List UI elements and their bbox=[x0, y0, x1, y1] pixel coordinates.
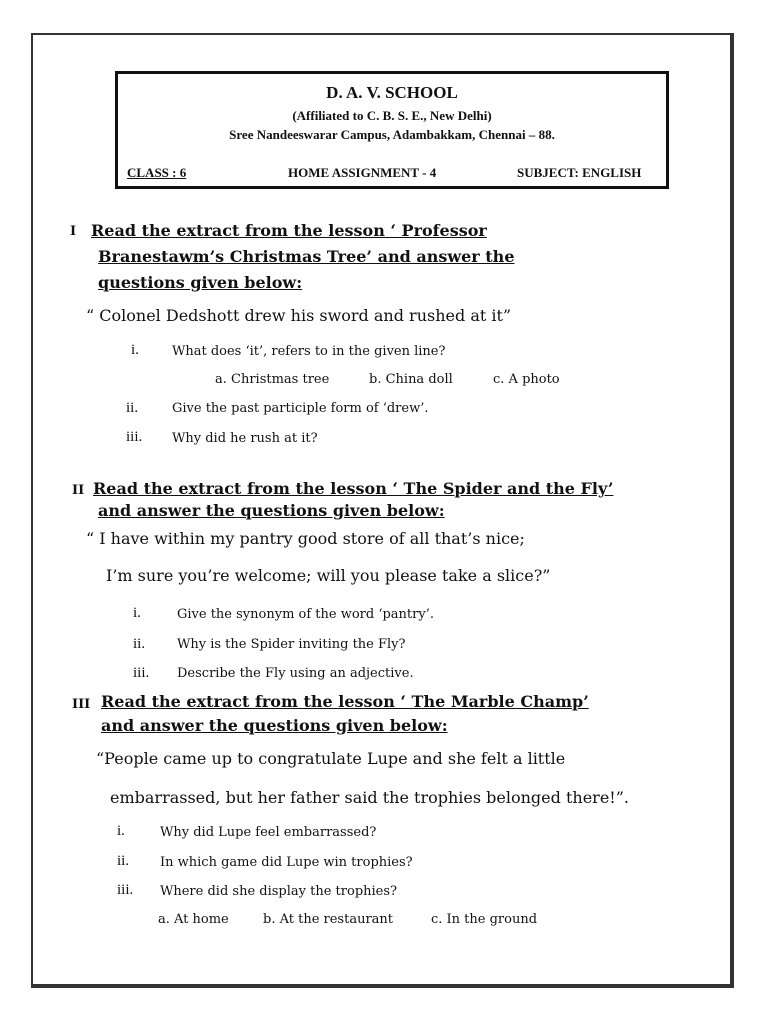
s3-option-b: b. At the restaurant bbox=[263, 912, 394, 927]
s3-q3-text: Where did she display the trophies? bbox=[160, 884, 398, 899]
school-header bbox=[115, 71, 669, 189]
s1-q3-number: iii. bbox=[126, 429, 143, 445]
section-1-number: I bbox=[70, 224, 77, 239]
section-1-heading-line1: Read the extract from the lesson ‘ Professor bbox=[91, 221, 487, 240]
section-3-quote-line1: “People came up to congratulate Lupe and she felt a little bbox=[96, 749, 566, 768]
s2-q3-number: iii. bbox=[133, 665, 150, 681]
s3-option-a: a. At home bbox=[158, 912, 229, 927]
s1-q1-number: i. bbox=[131, 342, 139, 358]
section-2-heading-line2: and answer the questions given below: bbox=[98, 501, 445, 520]
s2-q2-text: Why is the Spider inviting the Fly? bbox=[177, 637, 406, 652]
section-2-quote-line2: I’m sure you’re welcome; will you please take a slice?” bbox=[106, 566, 551, 585]
s2-q2-number: ii. bbox=[133, 636, 146, 652]
section-1-heading-line3: questions given below: bbox=[98, 273, 303, 292]
s1-q2-text: Give the past participle form of ‘drew’. bbox=[172, 401, 429, 416]
s1-option-b: b. China doll bbox=[369, 372, 453, 387]
section-3-heading-line2: and answer the questions given below: bbox=[101, 716, 448, 735]
s3-q1-number: i. bbox=[117, 823, 125, 839]
s1-q3-text: Why did he rush at it? bbox=[172, 431, 318, 446]
s1-option-a: a. Christmas tree bbox=[215, 372, 330, 387]
section-2-heading-line1: Read the extract from the lesson ‘ The Spider and the Fly’ bbox=[93, 479, 614, 498]
section-3-number: III bbox=[72, 697, 91, 712]
s3-q2-number: ii. bbox=[117, 853, 130, 869]
s3-q3-number: iii. bbox=[117, 882, 134, 898]
section-1-heading-line2: Branestawm’s Christmas Tree’ and answer the bbox=[98, 247, 515, 266]
school-address: Sree Nandeeswarar Campus, Adambakkam, Chennai – 88. bbox=[229, 127, 555, 142]
section-1-quote: “ Colonel Dedshott drew his sword and rushed at it” bbox=[86, 306, 512, 325]
s3-q1-text: Why did Lupe feel embarrassed? bbox=[160, 825, 377, 840]
s1-q1-text: What does ‘it’, refers to in the given line? bbox=[172, 344, 446, 359]
s3-q2-text: In which game did Lupe win trophies? bbox=[160, 855, 413, 870]
class-label: CLASS : 6 bbox=[127, 165, 187, 180]
s2-q1-number: i. bbox=[133, 605, 141, 621]
assignment-label: HOME ASSIGNMENT - 4 bbox=[288, 165, 437, 180]
section-3-quote-line2: embarrassed, but her father said the trophies belonged there!”. bbox=[110, 788, 629, 807]
school-name: D. A. V. SCHOOL bbox=[326, 83, 458, 102]
s2-q3-text: Describe the Fly using an adjective. bbox=[177, 666, 414, 681]
section-3-heading-line1: Read the extract from the lesson ‘ The Marble Champ’ bbox=[101, 692, 589, 711]
section-2-quote-line1: “ I have within my pantry good store of all that’s nice; bbox=[86, 529, 525, 548]
s1-q2-number: ii. bbox=[126, 400, 139, 416]
s2-q1-text: Give the synonym of the word ‘pantry’. bbox=[177, 607, 434, 622]
s3-option-c: c. In the ground bbox=[431, 912, 538, 927]
section-2-number: II bbox=[72, 483, 85, 498]
affiliation: (Affiliated to C. B. S. E., New Delhi) bbox=[292, 108, 492, 123]
s1-option-c: c. A photo bbox=[493, 372, 560, 387]
subject-label: SUBJECT: ENGLISH bbox=[517, 165, 642, 180]
